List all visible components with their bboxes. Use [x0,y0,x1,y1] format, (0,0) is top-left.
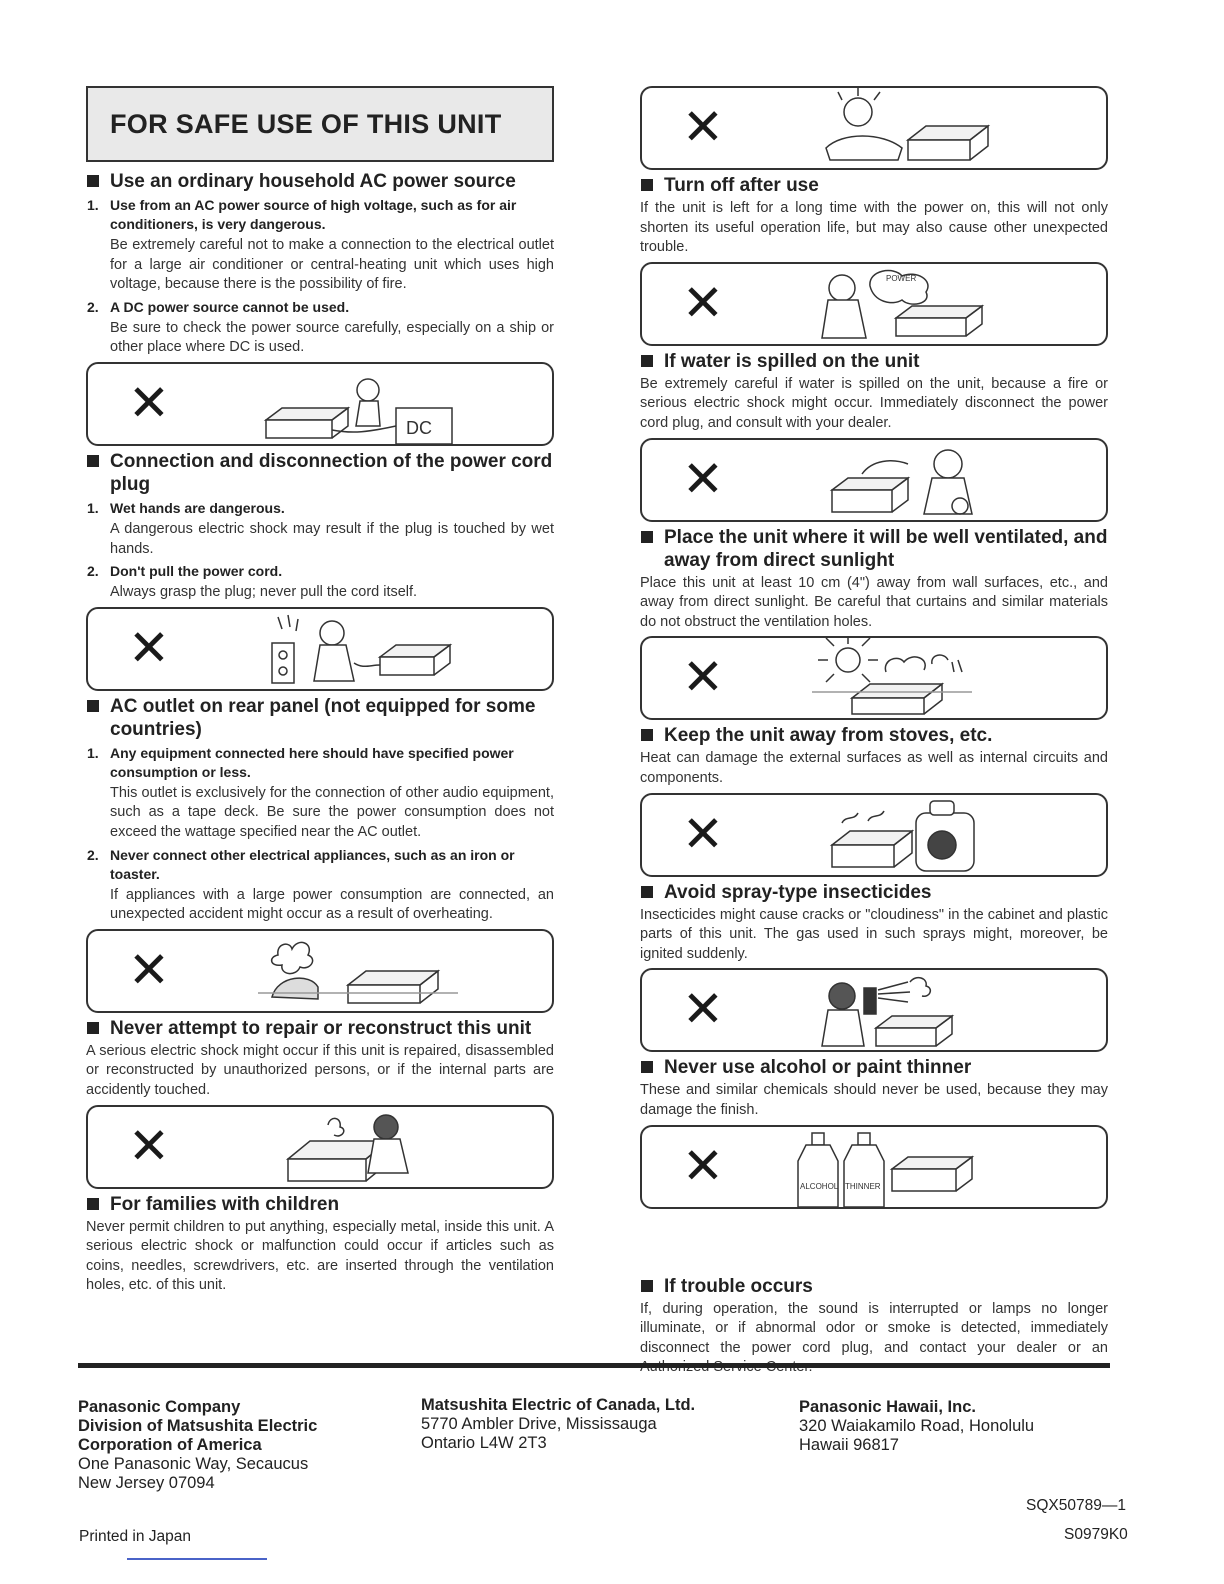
section-body: A serious electric shock might occur if this unit is repaired, disassembled or reconstructed by unauthorized persons, or if the internal parts are accidently touched. [86,1042,554,1098]
item-body: Always grasp the plug; never pull the cord itself. [110,584,418,601]
spacer [640,1213,1108,1271]
water-spill-illustration [812,444,1102,520]
item-body: Be extremely careful not to make a connection to the electrical outlet for a large air conditioner or central-heating unit which uses high voltage, because there is the possibility of fire. [110,237,554,293]
section-body: These and similar chemicals should never be used, because they may damage the finish. [640,1082,1108,1118]
warning-illustration-wet-hands [86,607,554,691]
warning-illustration-water [640,438,1108,522]
section-heading-water: If water is spilled on the unit [640,350,1108,373]
prohibited-x-icon: ✕ [682,99,724,155]
warning-illustration-dc [86,362,554,446]
item-title: 2. A DC power source cannot be used. [87,298,350,315]
bullet-square-icon [87,1022,99,1034]
bullet-square-icon [641,886,653,898]
bullet-square-icon [87,455,99,467]
item-title: 2. Never connect other electrical appliances, such as an iron or toaster. [87,846,515,882]
footer-rule [78,1363,1110,1368]
section-heading-ac-power: Use an ordinary household AC power source [86,170,554,193]
section-body: If the unit is left for a long time with the power on, this will not only shorten its useful operation life, but may also cause other unexpected trouble. [640,200,1108,256]
page-title: FOR SAFE USE OF THIS UNIT [110,108,502,139]
footer-us-address: Panasonic Company Division of Matsushita Electric Corporation of America One Panasonic Way, Secaucus New Jersey 07094 [78,1398,318,1492]
item-body: Be sure to check the power source carefully, especially on a ship or other place where DC is used. [110,319,554,356]
warning-illustration-sunlight [640,636,1108,720]
prohibited-x-icon: ✕ [128,1117,170,1174]
item-body: A dangerous electric shock may result if the plug is touched by wet hands. [110,520,554,557]
svg-text:DC: DC [406,417,432,438]
decorative-line [127,1558,267,1560]
item-title: 1. Wet hands are dangerous. [87,499,285,516]
warning-illustration-iron [86,929,554,1013]
bullet-square-icon [641,179,653,191]
bullet-square-icon [641,1280,653,1292]
item-title: 2. Don't pull the power cord. [87,563,283,580]
warning-illustration-spray [640,968,1108,1052]
wet-hands-plug-illustration [258,613,548,689]
item-body: This outlet is exclusively for the connection of other audio equipment, such as a tape deck. Be sure the power consumption does not exceed the wattage specified near the AC outlet. [110,784,554,840]
svg-text:ALCOHOL: ALCOHOL [800,1181,839,1191]
section-heading-ac-outlet: AC outlet on rear panel (not equipped for some countries) [86,695,554,741]
bullet-square-icon [87,700,99,712]
item-body: If appliances with a large power consumption are connected, an unexpected accident might occur as a result of overheating. [110,886,554,923]
item-title: 1. Use from an AC power source of high voltage, such as for air conditioners, is very dangerous. [87,197,517,232]
svg-text:POWER: POWER [886,273,917,283]
sleeping-person-illustration [812,92,1102,168]
prohibited-x-icon: ✕ [128,941,170,998]
bullet-square-icon [641,1061,653,1073]
section-heading-ventilation: Place the unit where it will be well ventilated, and away from direct sunlight [640,526,1108,572]
prohibited-x-icon: ✕ [682,1137,724,1194]
title-banner [86,86,554,162]
warning-illustration-repair [86,1105,554,1189]
prohibited-x-icon: ✕ [682,981,724,1038]
section-heading-alcohol: Never use alcohol or paint thinner [640,1056,1108,1079]
section-heading-turn-off: Turn off after use [640,174,1108,197]
section-heading-children: For families with children [86,1193,554,1216]
warning-illustration-power [640,262,1108,346]
footer-hawaii-address: Panasonic Hawaii, Inc. 320 Waiakamilo Road, Honolulu Hawaii 96817 [799,1398,1035,1454]
prohibited-x-icon: ✕ [128,374,170,431]
section-body: Insecticides might cause cracks or "cloudiness" in the cabinet and plastic parts of this unit. The gas used in such sprays might, moreover, be ignited suddenly. [640,906,1108,962]
bullet-square-icon [87,175,99,187]
forgot-power-illustration [812,268,1102,344]
section-body: Heat can damage the external surfaces as well as internal circuits and components. [640,750,1108,786]
section-heading-insecticides: Avoid spray-type insecticides [640,881,1108,904]
footer-canada-address: Matsushita Electric of Canada, Ltd. 5770 Ambler Drive, Mississauga Ontario L4W 2T3 [421,1396,696,1452]
bullet-square-icon [87,1198,99,1210]
prohibited-x-icon: ✕ [682,274,724,331]
left-column [86,86,554,1298]
stove-heat-illustration [812,799,1102,875]
section-body: Never permit children to put anything, especially metal, inside this unit. A serious electric shock or malfunction could occur if articles such as coins, needles, screwdrivers, etc. are inserted through the ventilation holes, etc. of this unit. [86,1218,554,1294]
alcohol-thinner-illustration [800,1131,1102,1207]
section-body: If, during operation, the sound is interrupted or lamps no longer illuminate, or if abnormal odor or smoke is detected, immediately disconnect the power cord plug, and contact your dealer or an [640,1300,1108,1356]
sunlight-illustration [812,642,1102,718]
prohibited-x-icon: ✕ [682,450,724,507]
spray-insecticide-illustration [812,974,1102,1050]
section-body: Place this unit at least 10 cm (4") away from wall surfaces, etc., and away from direct sunlight. Be careful that curtains and similar materials do not obstruct the ventilation holes. [640,574,1108,630]
section-heading-trouble: If trouble occurs [640,1275,1108,1298]
prohibited-x-icon: ✕ [682,649,724,706]
section-heading-stoves: Keep the unit away from stoves, etc. [640,724,1108,747]
iron-overheating-illustration [258,935,548,1011]
item-title: 1. Any equipment connected here should have specified power consumption or less. [87,744,514,780]
document-number: SQX50789—1 [1026,1497,1126,1514]
svg-text:THINNER: THINNER [845,1181,881,1191]
right-column [640,86,1108,1380]
section-heading-power-cord: Connection and disconnection of the power cord plug [86,450,554,496]
warning-illustration-stove [640,793,1108,877]
bullet-square-icon [641,355,653,367]
dc-power-illustration [258,368,548,444]
section-body: Be extremely careful if water is spilled on the unit, because a fire or serious electric shock might occur. Immediately disconnect the power cord plug, and consult with your dealer. [640,375,1108,431]
bullet-square-icon [641,531,653,543]
warning-illustration-stuck [640,86,1108,170]
bullet-square-icon [641,729,653,741]
prohibited-x-icon: ✕ [682,805,724,862]
document-code: S0979K0 [1064,1526,1128,1543]
section-heading-repair: Never attempt to repair or reconstruct this unit [86,1017,554,1040]
repair-illustration [258,1111,548,1187]
warning-illustration-chemicals [640,1125,1108,1209]
prohibited-x-icon: ✕ [128,619,170,676]
printed-in: Printed in Japan [79,1528,192,1545]
